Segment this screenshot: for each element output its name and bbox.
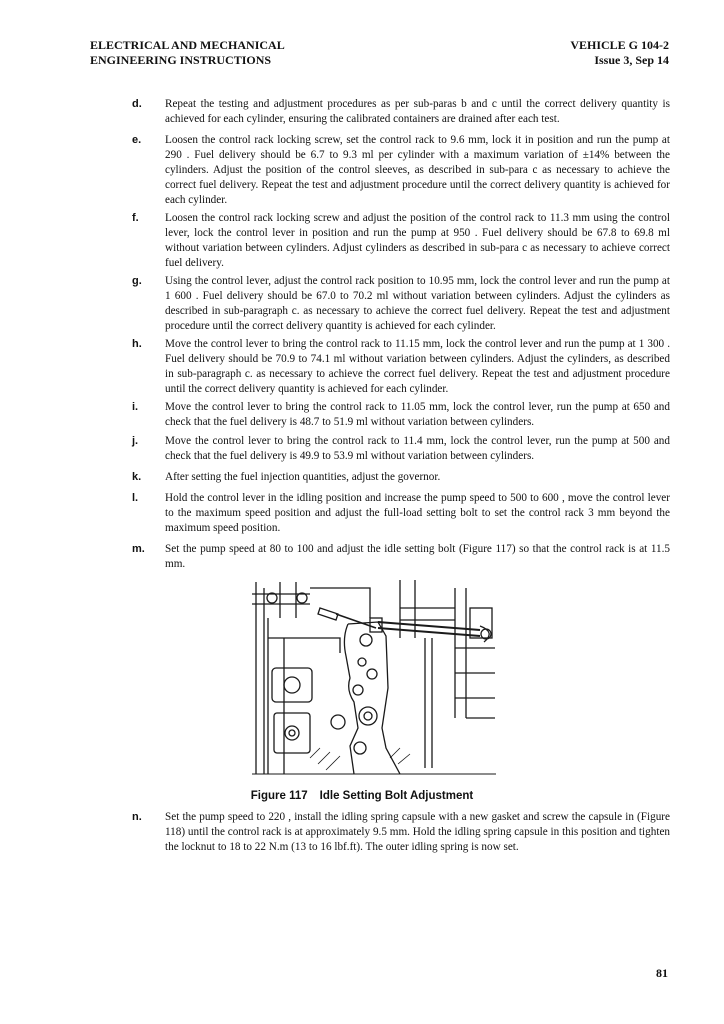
header-org-line1: ELECTRICAL AND MECHANICAL (90, 38, 285, 52)
paragraph-letter: g. (132, 275, 142, 287)
paragraph-text: Move the control lever to bring the control rack to 11.15 mm, lock the control lever and run the pump at 1 300 . Fuel delivery should be 70.9 to 74.1 ml without variation between cylinders. Adjust the cylinders, as described in sub-paragraph c. as necessary to achieve the correct fuel delivery. Repeat the test and adjustment procedure until the correct delivery quantity is achieved for each cylinder. (165, 338, 670, 395)
figure-idle-setting-bolt-drawing (250, 578, 498, 778)
figure-number: Figure 117 (250, 790, 308, 802)
figure-title: Idle Setting Bolt Adjustment (319, 790, 474, 802)
header-org-line2: ENGINEERING INSTRUCTIONS (90, 53, 272, 67)
paragraph-text: Loosen the control rack locking screw and adjust the position of the control rack to 11.3 mm using the control lever, lock the control lever in position and run the pump at 950 . Fuel delivery should be 67.8 to 69.8 ml without variation between cylinders. Adjust cylinders as described in sub-para c as necessary to achieve correct fuel delivery. (165, 212, 670, 269)
paragraph-text: Using the control lever, adjust the control rack position to 10.95 mm, lock the control lever and run the pump at 1 600 . Fuel delivery should be 67.0 to 70.2 ml without variation between cylinders. Adjust the cylinders as described in sub-paragraph c. as necessary to achieve the correct fuel delivery. Repeat the test and adjustment procedure until the correct delivery quantity is achieved for each cylinder. (165, 275, 670, 332)
paragraph-letter: i. (132, 401, 139, 413)
paragraph-text: Repeat the testing and adjustment procedures as per sub-paras b and c until the correct delivery quantity is achieved for each cylinder, ensuring the calibrated containers are drained after each test. (165, 98, 670, 125)
paragraph-text: Set the pump speed to 220 , install the idling spring capsule with a new gasket and screw the capsule in (Figure 118) until the control rack is at approximately 9.5 mm. Hold the idling spring capsule in this position and tighten the locknut to 18 to 22 N.m (13 to 16 lbf.ft). The outer idling spring is now set. (165, 811, 670, 853)
paragraph-letter: e. (132, 134, 142, 146)
paragraph-letter: m. (132, 543, 145, 555)
paragraph-text: Move the control lever to bring the control rack to 11.05 mm, lock the control lever, run the pump at 650 and check that the fuel delivery is 48.7 to 51.9 ml without variation between cylinders. (165, 401, 670, 428)
paragraph-text: Loosen the control rack locking screw, set the control rack to 9.6 mm, lock it in position and run the pump at 290 . Fuel delivery should be 6.7 to 9.3 ml per cylinder with a maximum variation of ±14% between the cylinders. Adjust the position of the control sleeves, as described in sub-para c as necessary to achieve the correct fuel delivery. Repeat the test and adjustment procedure until the correct delivery quantity is achieved for each cylinder. (165, 134, 670, 206)
header-vehicle: VEHICLE G 104-2 (570, 38, 669, 52)
page-number: 81 (656, 966, 668, 980)
paragraph-letter: n. (132, 811, 142, 823)
paragraph-letter: d. (132, 98, 142, 110)
paragraph-letter: f. (132, 212, 139, 224)
paragraph-letter: l. (132, 492, 139, 504)
paragraph-text: Set the pump speed at 80 to 100 and adjust the idle setting bolt (Figure 117) so that the control rack is at 11.5 mm. (165, 543, 670, 570)
figure-caption (0, 789, 724, 804)
paragraph-letter: j. (132, 435, 139, 447)
header-issue: Issue 3, Sep 14 (594, 53, 669, 67)
paragraph-text: Hold the control lever in the idling position and increase the pump speed to 500 to 600 , move the control lever to the maximum speed position and adjust the full-load setting bolt to set the control rack 3 mm beyond the maximum speed position. (165, 492, 670, 534)
header-left (90, 38, 285, 68)
paragraph-letter: k. (132, 471, 142, 483)
paragraph-text: Move the control lever to bring the control rack to 11.4 mm, lock the control lever, run the pump at 500 and check that the fuel delivery is 49.9 to 53.9 ml without variation between cylinders. (165, 435, 670, 462)
paragraph-letter: h. (132, 338, 142, 350)
paragraph-text: After setting the fuel injection quantities, adjust the governor. (165, 471, 441, 483)
header-right (570, 38, 669, 68)
